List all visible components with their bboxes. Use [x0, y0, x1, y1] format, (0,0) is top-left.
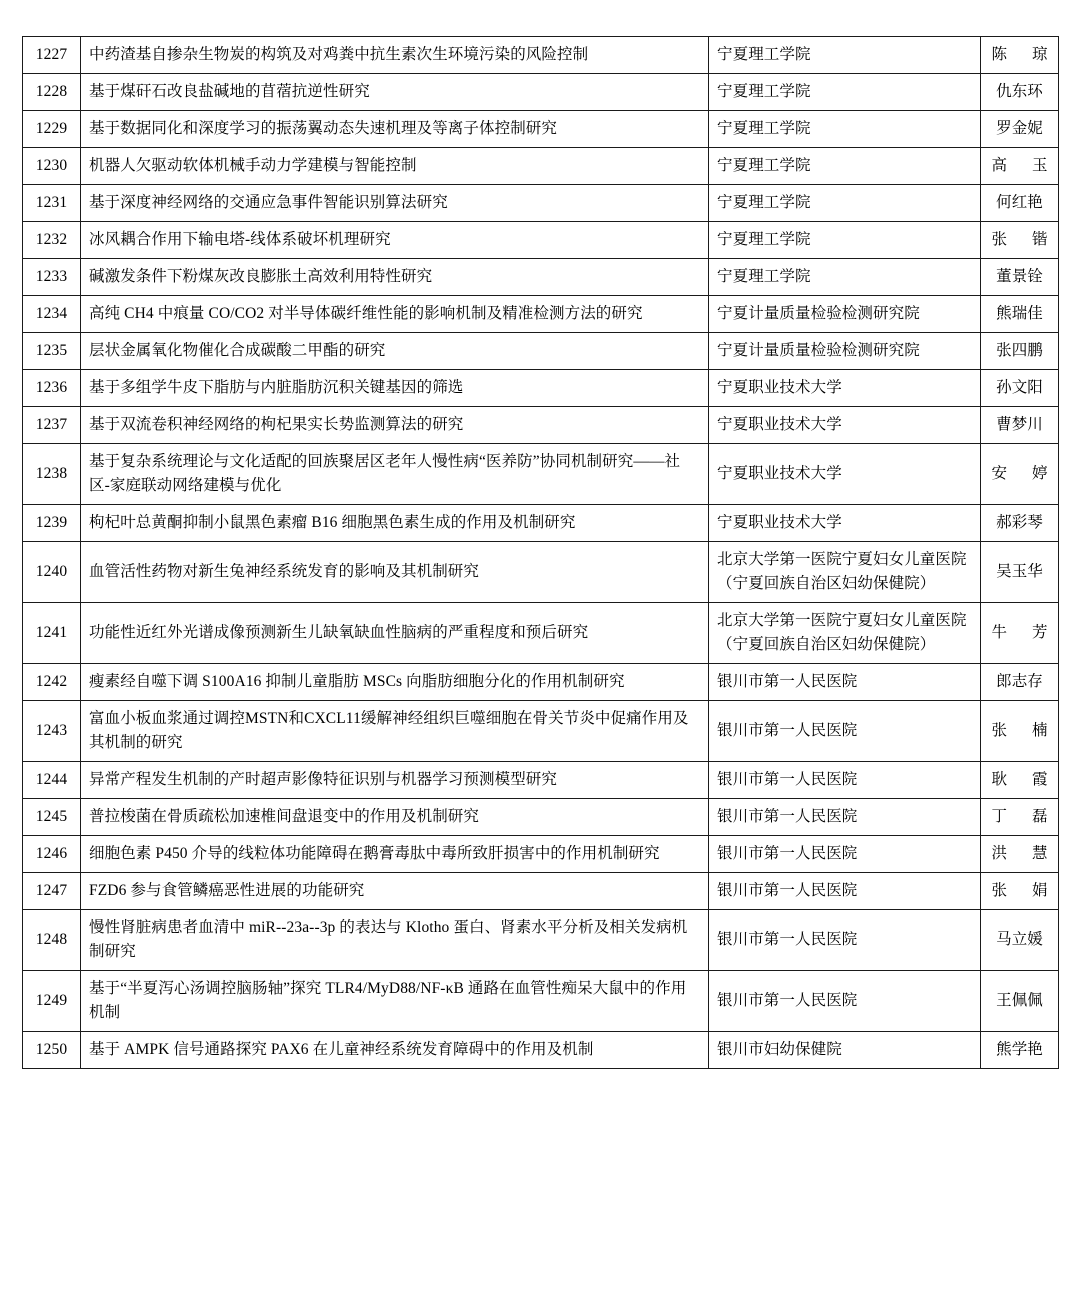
- cell-organization: 北京大学第一医院宁夏妇女儿童医院（宁夏回族自治区妇幼保健院）: [709, 603, 981, 664]
- principal-investigator-name: 耿霞: [991, 771, 1048, 789]
- cell-project-title: 中药渣基自掺杂生物炭的构筑及对鸡粪中抗生素次生环境污染的风险控制: [81, 37, 709, 74]
- cell-principal-investigator: 张四鹏: [981, 333, 1059, 370]
- cell-principal-investigator: 仇东环: [981, 74, 1059, 111]
- table-row: [23, 762, 1059, 799]
- table-row: [23, 111, 1059, 148]
- cell-principal-investigator: 何红艳: [981, 185, 1059, 222]
- cell-organization: 北京大学第一医院宁夏妇女儿童医院（宁夏回族自治区妇幼保健院）: [709, 542, 981, 603]
- cell-organization: 宁夏理工学院: [709, 111, 981, 148]
- cell-organization: 宁夏职业技术大学: [709, 370, 981, 407]
- cell-project-title: 异常产程发生机制的产时超声影像特征识别与机器学习预测模型研究: [81, 762, 709, 799]
- cell-project-id: 1241: [23, 603, 81, 664]
- cell-organization: 宁夏理工学院: [709, 259, 981, 296]
- cell-principal-investigator: 孙文阳: [981, 370, 1059, 407]
- cell-project-id: 1230: [23, 148, 81, 185]
- cell-organization: 宁夏理工学院: [709, 185, 981, 222]
- cell-organization: 银川市第一人民医院: [709, 701, 981, 762]
- cell-organization: 宁夏理工学院: [709, 148, 981, 185]
- cell-principal-investigator: [981, 836, 1059, 873]
- cell-organization: 银川市妇幼保健院: [709, 1032, 981, 1069]
- cell-organization: 宁夏职业技术大学: [709, 444, 981, 505]
- cell-project-title: 基于“半夏泻心汤调控脑肠轴”探究 TLR4/MyD88/NF-κB 通路在血管性痴呆大鼠中的作用机制: [81, 971, 709, 1032]
- table-row: [23, 542, 1059, 603]
- cell-project-id: 1229: [23, 111, 81, 148]
- cell-project-id: 1239: [23, 505, 81, 542]
- cell-organization: 银川市第一人民医院: [709, 762, 981, 799]
- cell-project-title: 冰风耦合作用下输电塔-线体系破坏机理研究: [81, 222, 709, 259]
- cell-project-title: 机器人欠驱动软体机械手动力学建模与智能控制: [81, 148, 709, 185]
- cell-organization: 银川市第一人民医院: [709, 873, 981, 910]
- cell-project-title: 基于煤矸石改良盐碱地的苜蓿抗逆性研究: [81, 74, 709, 111]
- cell-project-id: 1246: [23, 836, 81, 873]
- table-row: [23, 185, 1059, 222]
- cell-project-title: 瘦素经自噬下调 S100A16 抑制儿童脂肪 MSCs 向脂肪细胞分化的作用机制研究: [81, 664, 709, 701]
- cell-project-title: 层状金属氧化物催化合成碳酸二甲酯的研究: [81, 333, 709, 370]
- table-row: [23, 910, 1059, 971]
- cell-project-title: 富血小板血浆通过调控MSTN和CXCL11缓解神经组织巨噬细胞在骨关节炎中促痛作用及其机制的研究: [81, 701, 709, 762]
- cell-organization: 银川市第一人民医院: [709, 799, 981, 836]
- cell-project-id: 1236: [23, 370, 81, 407]
- cell-project-title: 基于 AMPK 信号通路探究 PAX6 在儿童神经系统发育障碍中的作用及机制: [81, 1032, 709, 1069]
- cell-principal-investigator: 董景铨: [981, 259, 1059, 296]
- cell-project-title: 高纯 CH4 中痕量 CO/CO2 对半导体碳纤维性能的影响机制及精准检测方法的研究: [81, 296, 709, 333]
- cell-organization: 宁夏理工学院: [709, 222, 981, 259]
- cell-project-id: 1232: [23, 222, 81, 259]
- table-row: [23, 407, 1059, 444]
- cell-project-title: 基于深度神经网络的交通应急事件智能识别算法研究: [81, 185, 709, 222]
- cell-project-id: 1227: [23, 37, 81, 74]
- cell-project-id: 1240: [23, 542, 81, 603]
- table-row: [23, 296, 1059, 333]
- cell-organization: 银川市第一人民医院: [709, 910, 981, 971]
- cell-organization: 宁夏计量质量检验检测研究院: [709, 296, 981, 333]
- cell-organization: 宁夏职业技术大学: [709, 505, 981, 542]
- cell-project-id: 1231: [23, 185, 81, 222]
- table-row: [23, 505, 1059, 542]
- cell-principal-investigator: 郎志存: [981, 664, 1059, 701]
- table-row: [23, 971, 1059, 1032]
- cell-project-title: 细胞色素 P450 介导的线粒体功能障碍在鹅膏毒肽中毒所致肝损害中的作用机制研究: [81, 836, 709, 873]
- principal-investigator-name: 洪慧: [991, 845, 1048, 863]
- cell-principal-investigator: [981, 37, 1059, 74]
- cell-project-title: 碱激发条件下粉煤灰改良膨胀土高效利用特性研究: [81, 259, 709, 296]
- cell-project-id: 1233: [23, 259, 81, 296]
- cell-project-id: 1245: [23, 799, 81, 836]
- cell-project-id: 1238: [23, 444, 81, 505]
- cell-project-title: 基于多组学牛皮下脂肪与内脏脂肪沉积关键基因的筛选: [81, 370, 709, 407]
- cell-project-id: 1247: [23, 873, 81, 910]
- table-row: [23, 74, 1059, 111]
- cell-organization: 银川市第一人民医院: [709, 836, 981, 873]
- cell-principal-investigator: [981, 701, 1059, 762]
- principal-investigator-name: 安婷: [991, 465, 1048, 483]
- cell-organization: 宁夏计量质量检验检测研究院: [709, 333, 981, 370]
- cell-project-title: 普拉梭菌在骨质疏松加速椎间盘退变中的作用及机制研究: [81, 799, 709, 836]
- cell-principal-investigator: [981, 799, 1059, 836]
- table-row: [23, 444, 1059, 505]
- cell-principal-investigator: [981, 444, 1059, 505]
- cell-project-id: 1243: [23, 701, 81, 762]
- project-list-table: [22, 36, 1059, 1069]
- cell-organization: 银川市第一人民医院: [709, 971, 981, 1032]
- cell-project-id: 1234: [23, 296, 81, 333]
- cell-principal-investigator: 熊瑞佳: [981, 296, 1059, 333]
- cell-project-id: 1235: [23, 333, 81, 370]
- cell-principal-investigator: [981, 603, 1059, 664]
- table-row: [23, 37, 1059, 74]
- cell-project-id: 1228: [23, 74, 81, 111]
- table-row: [23, 1032, 1059, 1069]
- cell-principal-investigator: 郝彩琴: [981, 505, 1059, 542]
- cell-project-title: 基于复杂系统理论与文化适配的回族聚居区老年人慢性病“医养防”协同机制研究——社区-家庭联动网络建模与优化: [81, 444, 709, 505]
- cell-principal-investigator: [981, 762, 1059, 799]
- cell-project-title: 基于数据同化和深度学习的振荡翼动态失速机理及等离子体控制研究: [81, 111, 709, 148]
- table-row: [23, 333, 1059, 370]
- cell-project-title: FZD6 参与食管鳞癌恶性进展的功能研究: [81, 873, 709, 910]
- cell-organization: 银川市第一人民医院: [709, 664, 981, 701]
- cell-principal-investigator: 吴玉华: [981, 542, 1059, 603]
- table-row: [23, 148, 1059, 185]
- cell-organization: 宁夏理工学院: [709, 74, 981, 111]
- cell-principal-investigator: [981, 873, 1059, 910]
- table-row: [23, 873, 1059, 910]
- cell-project-id: 1248: [23, 910, 81, 971]
- principal-investigator-name: 张楠: [991, 722, 1048, 740]
- cell-project-id: 1237: [23, 407, 81, 444]
- cell-principal-investigator: [981, 222, 1059, 259]
- cell-project-id: 1244: [23, 762, 81, 799]
- principal-investigator-name: 张锴: [991, 231, 1048, 249]
- cell-project-title: 慢性肾脏病患者血清中 miR--23a--3p 的表达与 Klotho 蛋白、肾素水平分析及相关发病机制研究: [81, 910, 709, 971]
- cell-project-title: 功能性近红外光谱成像预测新生儿缺氧缺血性脑病的严重程度和预后研究: [81, 603, 709, 664]
- cell-project-title: 枸杞叶总黄酮抑制小鼠黑色素瘤 B16 细胞黑色素生成的作用及机制研究: [81, 505, 709, 542]
- table-row: [23, 836, 1059, 873]
- principal-investigator-name: 牛芳: [991, 624, 1048, 642]
- table-row: [23, 664, 1059, 701]
- cell-principal-investigator: 曹梦川: [981, 407, 1059, 444]
- cell-principal-investigator: 熊学艳: [981, 1032, 1059, 1069]
- cell-project-id: 1249: [23, 971, 81, 1032]
- cell-project-id: 1242: [23, 664, 81, 701]
- cell-principal-investigator: 王佩佩: [981, 971, 1059, 1032]
- cell-principal-investigator: 罗金妮: [981, 111, 1059, 148]
- table-row: [23, 370, 1059, 407]
- cell-principal-investigator: [981, 148, 1059, 185]
- principal-investigator-name: 张娟: [991, 882, 1048, 900]
- principal-investigator-name: 高玉: [991, 157, 1048, 175]
- table-body: [23, 37, 1059, 1069]
- table-row: [23, 701, 1059, 762]
- cell-organization: 宁夏理工学院: [709, 37, 981, 74]
- table-row: [23, 222, 1059, 259]
- project-table-wrapper: [22, 36, 1058, 1069]
- table-row: [23, 259, 1059, 296]
- cell-organization: 宁夏职业技术大学: [709, 407, 981, 444]
- principal-investigator-name: 丁磊: [991, 808, 1048, 826]
- table-row: [23, 603, 1059, 664]
- cell-project-id: 1250: [23, 1032, 81, 1069]
- principal-investigator-name: 陈琼: [991, 46, 1048, 63]
- table-row: [23, 799, 1059, 836]
- cell-project-title: 血管活性药物对新生兔神经系统发育的影响及其机制研究: [81, 542, 709, 603]
- cell-principal-investigator: 马立媛: [981, 910, 1059, 971]
- cell-project-title: 基于双流卷积神经网络的枸杞果实长势监测算法的研究: [81, 407, 709, 444]
